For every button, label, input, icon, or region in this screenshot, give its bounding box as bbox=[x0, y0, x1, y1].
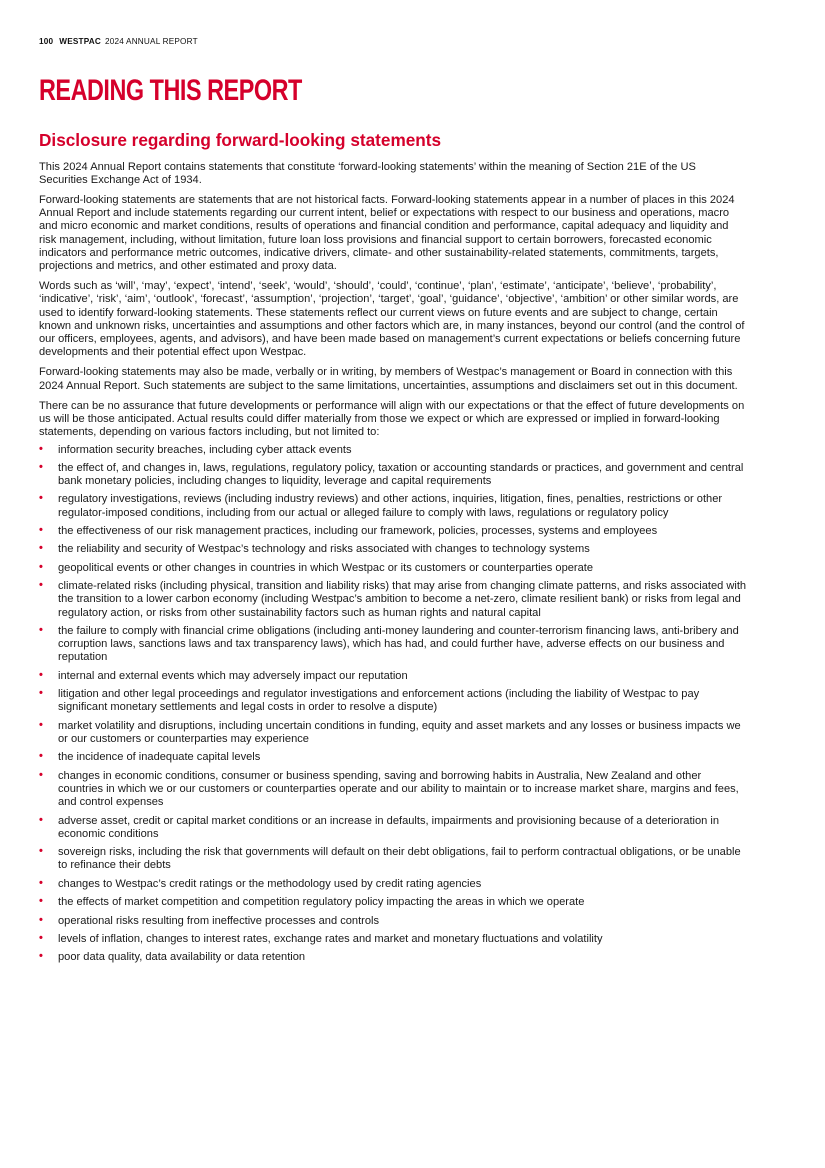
bullet-icon: • bbox=[39, 950, 43, 963]
paragraph: Words such as ‘will’, ‘may’, ‘expect’, ‘intend’, ‘seek’, ‘would’, ‘should’, ‘could’, ‘continue’, ‘plan’, ‘estimate’, ‘anticipate’, ‘believe’, ‘probability’, ‘indicative’, ‘risk’, ‘aim’, ‘outlook’, ‘forecast’, ‘assumption’, ‘projection’, ‘target’, ‘goal’, ‘guidance’, ‘objective’, ‘ambition’ or other similar words, are used to identify forward-looking statements. These statements reflect our current views on future events and are subject to change, certain known and unknown risks, uncertainties and assumptions and other factors which are, in many instances, beyond our control (and the control of our officers, employees, agents, and advisors), and have been made based on management’s current expectations or beliefs concerning future developments and their potential effect upon Westpac. bbox=[39, 280, 745, 359]
paragraph: There can be no assurance that future developments or performance will align with our expectations or that the effect of future developments on us will be those anticipated. Actual results could differ materially from those we expect or which are expressed or implied in forward-looking statements, depending on various factors including, but not limited to: bbox=[39, 399, 745, 439]
list-item bbox=[39, 915, 747, 928]
bullet-icon: • bbox=[39, 931, 43, 944]
list-item-text: regulatory investigations, reviews (including industry reviews) and other actions, inquiries, litigation, fines, penalties, restrictions or other regulator-imposed conditions, including from our actual or alleged failure to comply with laws, regulations or regulatory policy bbox=[58, 493, 723, 519]
bullet-icon: • bbox=[39, 442, 43, 455]
list-item-text: adverse asset, credit or capital market conditions or an increase in defaults, impairments and provisioning because of a deterioration in economic conditions bbox=[58, 814, 720, 840]
page-number: 100 bbox=[39, 37, 54, 46]
list-item-text: the incidence of inadequate capital levels bbox=[58, 751, 261, 764]
list-item bbox=[39, 562, 747, 575]
list-item bbox=[39, 770, 747, 810]
list-item-text: the effects of market competition and competition regulatory policy impacting the areas in which we operate bbox=[58, 896, 585, 909]
list-item bbox=[39, 933, 747, 946]
list-item-text: the reliability and security of Westpac’s technology and risks associated with changes to technology systems bbox=[58, 543, 590, 556]
bullet-icon: • bbox=[39, 624, 43, 637]
body-text bbox=[39, 161, 747, 965]
list-item bbox=[39, 525, 747, 538]
list-item bbox=[39, 688, 747, 714]
report-name: 2024 ANNUAL REPORT bbox=[105, 37, 198, 46]
section-title: READING THIS REPORT bbox=[39, 74, 302, 107]
bullet-icon: • bbox=[39, 687, 43, 700]
bullet-icon: • bbox=[39, 560, 43, 573]
bullet-icon: • bbox=[39, 460, 43, 473]
list-item bbox=[39, 462, 747, 488]
list-item bbox=[39, 543, 747, 556]
paragraph: Forward-looking statements are statements that are not historical facts. Forward-looking statements appear in a number of places in this 2024 Annual Report and include statements regarding our current intent, belief or expectations with respect to our business and operations, macro and micro economic and market conditions, results of operations and financial condition and performance, capital adequacy and liquidity and risk management, including, without limitation, future loan loss provisions and financial support to certain borrowers, forecasted economic indicators and performance metric outcomes, indicative drivers, climate- and other sustainability-related statements, commitments, targets, projections and metrics, and other estimated and proxy data. bbox=[39, 194, 735, 273]
list-item bbox=[39, 580, 747, 620]
list-item bbox=[39, 444, 747, 457]
bullet-icon: • bbox=[39, 768, 43, 781]
bullet-icon: • bbox=[39, 913, 43, 926]
list-item-text: litigation and other legal proceedings and regulator investigations and enforcement actions (including the liability of Westpac to pay significant monetary settlements and legal costs in order to resolve a dispute) bbox=[58, 688, 700, 714]
bullet-icon: • bbox=[39, 492, 43, 505]
list-item bbox=[39, 846, 747, 872]
list-item bbox=[39, 896, 747, 909]
list-item-text: market volatility and disruptions, including uncertain conditions in funding, equity and asset markets and any losses or business impacts we or our customers or counterparties may experience bbox=[58, 719, 741, 746]
list-item bbox=[39, 720, 747, 746]
bullet-icon: • bbox=[39, 876, 43, 889]
list-item-text: poor data quality, data availability or data retention bbox=[58, 951, 306, 964]
list-item-text: levels of inflation, changes to interest rates, exchange rates and market and monetary fluctuations and volatility bbox=[58, 932, 603, 945]
brand-name: WESTPAC bbox=[59, 37, 101, 46]
list-item-text: the effectiveness of our risk management practices, including our framework, policies, processes, systems and employees bbox=[58, 525, 658, 538]
bullet-icon: • bbox=[39, 579, 43, 592]
list-item-text: geopolitical events or other changes in countries in which Westpac or its customers or counterparties operate bbox=[58, 561, 594, 574]
list-item bbox=[39, 625, 747, 665]
bullet-icon: • bbox=[39, 668, 43, 681]
page bbox=[39, 37, 747, 970]
list-item-text: operational risks resulting from ineffective processes and controls bbox=[58, 914, 380, 927]
bullet-icon: • bbox=[39, 813, 43, 826]
list-item bbox=[39, 878, 747, 891]
bullet-icon: • bbox=[39, 718, 43, 731]
list-item-text: changes to Westpac’s credit ratings or the methodology used by credit rating agencies bbox=[58, 877, 482, 890]
list-item-text: the failure to comply with financial crime obligations (including anti-money laundering and counter-terrorism financing laws, anti-bribery and corruption laws, sanctions laws and tax transparency laws), which has had, and could further have, adverse effects on our business and reputation bbox=[58, 625, 739, 664]
list-item-text: changes in economic conditions, consumer or business spending, saving and borrowing habits in Australia, New Zealand and other countries in which we or our customers or counterparties operate and our ability to maintain or to increase market share, margins and fees, and control expenses bbox=[58, 769, 739, 809]
paragraph: This 2024 Annual Report contains statements that constitute ‘forward-looking statements’ within the meaning of Section 21E of the US Securities Exchange Act of 1934. bbox=[39, 160, 696, 186]
list-item-text: sovereign risks, including the risk that governments will default on their debt obligations, fail to perform contractual obligations, or be unable to refinance their debts bbox=[58, 846, 741, 872]
list-item bbox=[39, 670, 747, 683]
bullet-icon: • bbox=[39, 845, 43, 858]
paragraph: Forward-looking statements may also be made, verbally or in writing, by members of Westpac’s management or Board in connection with this 2024 Annual Report. Such statements are subject to the same limitations, uncertainties, assumptions and disclaimers set out in this document. bbox=[39, 366, 738, 392]
bullet-icon: • bbox=[39, 542, 43, 555]
list-item-text: information security breaches, including cyber attack events bbox=[58, 443, 352, 456]
bullet-icon: • bbox=[39, 895, 43, 908]
running-header bbox=[39, 37, 747, 46]
list-item-text: internal and external events which may adversely impact our reputation bbox=[58, 669, 408, 682]
list-item-text: the effect of, and changes in, laws, regulations, regulatory policy, taxation or accounting standards or practices, and government and central bank monetary policies, including changes to liquidity, leverage and capital requirements bbox=[58, 461, 744, 488]
bullet-icon: • bbox=[39, 750, 43, 763]
list-item bbox=[39, 751, 747, 764]
list-item bbox=[39, 951, 747, 964]
subheading: Disclosure regarding forward-looking statements bbox=[39, 130, 442, 150]
list-item bbox=[39, 815, 747, 841]
list-item-text: climate-related risks (including physical, transition and liability risks) that may arise from changing climate patterns, and risks associated with the transition to a lower carbon economy (including Westpac’s ambition to become a net-zero, climate resilient bank) or risks from legal and regulatory action, or risks from other sustainability factors such as human rights and natural capital bbox=[58, 580, 747, 619]
risk-factor-list bbox=[39, 444, 747, 965]
list-item bbox=[39, 493, 747, 519]
bullet-icon: • bbox=[39, 524, 43, 537]
